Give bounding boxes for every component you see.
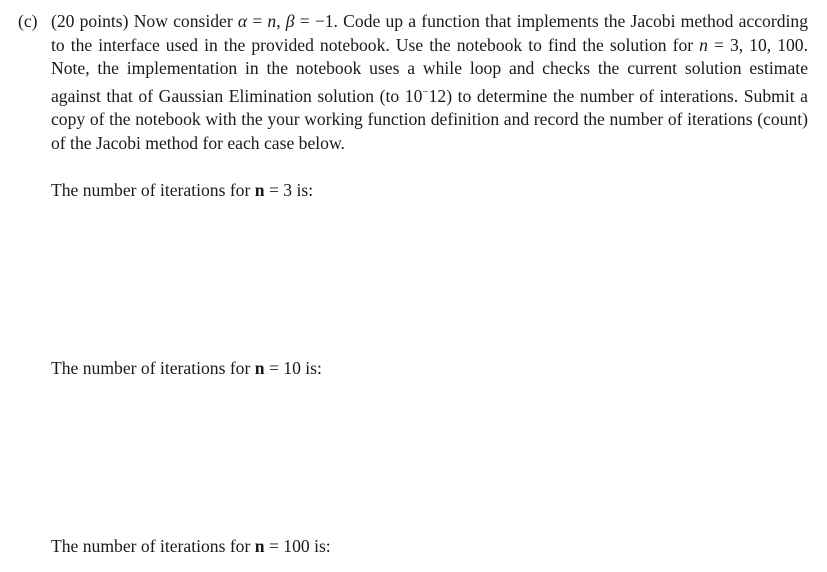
values-list: = 3, 10, 100. bbox=[707, 34, 808, 55]
points-text: (20 points) bbox=[51, 11, 129, 31]
problem-label: (c) bbox=[18, 11, 38, 31]
note-text: Note, the implementation in the notebook uses a while loop and checks the current solution estimate against that of Gaussian Elimination solution (to 10 bbox=[51, 58, 808, 106]
beta-symbol: β bbox=[285, 11, 295, 31]
answer-prompt-n10 bbox=[51, 357, 322, 381]
problem-text bbox=[51, 10, 808, 155]
answer-prefix: The number of iterations for bbox=[51, 536, 251, 556]
answer-var: n bbox=[254, 180, 265, 200]
answer-var: n bbox=[254, 536, 265, 556]
answer-prefix: The number of iterations for bbox=[51, 180, 251, 200]
problem-c bbox=[18, 10, 808, 155]
problem-statement bbox=[51, 10, 808, 155]
answer-prefix: The number of iterations for bbox=[51, 358, 251, 378]
sentence-start: Now consider bbox=[133, 11, 233, 31]
answer-var: n bbox=[254, 358, 265, 378]
answer-space-n10[interactable] bbox=[51, 384, 791, 524]
equals-1: = bbox=[247, 11, 268, 31]
sentence-rest: Code up a function that implements the Jacobi method according to the interface used in the provided notebook. Use the notebook to find the solution for bbox=[51, 11, 808, 55]
alpha-symbol: α bbox=[237, 11, 248, 31]
exponent: − bbox=[422, 85, 429, 98]
equals-2: = −1. bbox=[294, 11, 338, 31]
note-tail: 12) to determine the number of interations. Submit a copy of the notebook with the your working function definition and record the number of iterations (count) of the Jacobi method for each case below. bbox=[51, 85, 808, 153]
answer-suffix: = 10 is: bbox=[268, 358, 322, 378]
answer-prompt-n100 bbox=[51, 535, 331, 559]
answer-suffix: = 3 is: bbox=[268, 180, 314, 200]
comma: , bbox=[276, 11, 286, 31]
n-variable: n bbox=[267, 11, 277, 31]
n-variable-2: n bbox=[699, 34, 708, 55]
answer-space-n3[interactable] bbox=[51, 206, 791, 346]
answer-prompt-n3 bbox=[51, 179, 313, 203]
answer-suffix: = 100 is: bbox=[268, 536, 331, 556]
